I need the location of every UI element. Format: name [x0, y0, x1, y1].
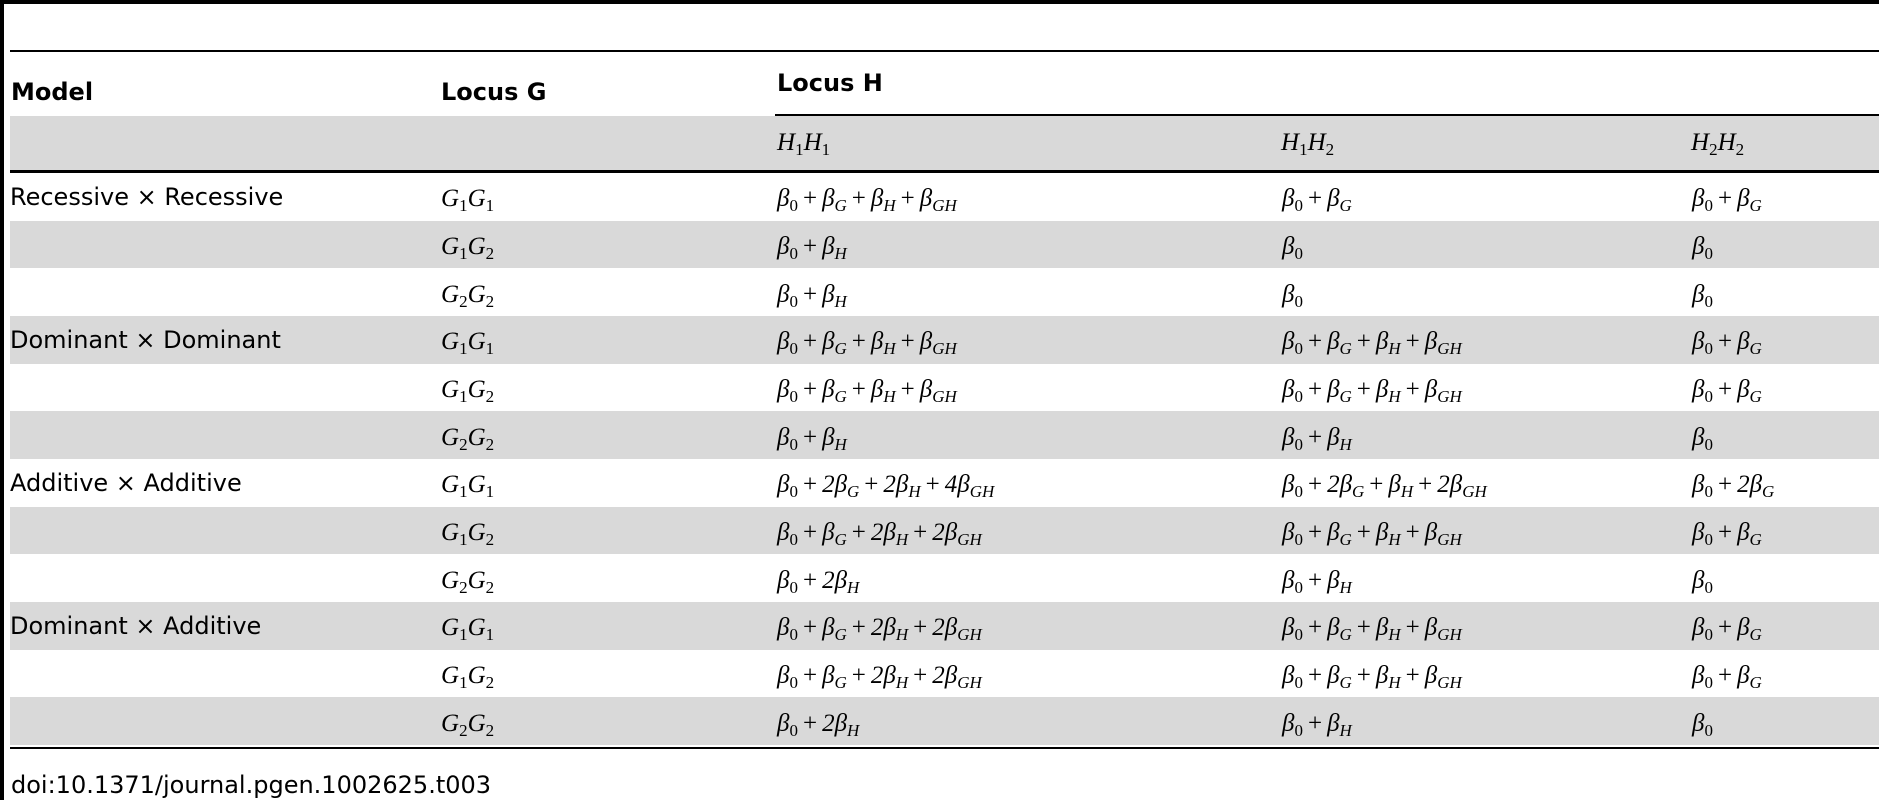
h1h1-cell-formula: $\beta_0 + \beta_G + 2\beta_H + 2\beta_{GH}$	[777, 518, 982, 549]
locus-g-cell-formula: $G_2G_2$	[441, 423, 495, 454]
table-row	[10, 316, 1879, 364]
table-row	[10, 554, 1879, 602]
h2h2-cell-formula: $\beta_0 + \beta_G$	[1692, 661, 1762, 692]
model-cell: Dominant × Additive	[10, 602, 441, 650]
locus-g-cell-formula: $G_2G_2$	[441, 709, 495, 740]
table-row	[10, 173, 1879, 221]
h1h1-cell	[777, 221, 1282, 269]
h1h1-cell	[777, 364, 1282, 412]
locus-g-cell	[441, 697, 777, 745]
table-row	[10, 221, 1879, 269]
h1h2-cell-formula: $\beta_0 + \beta_G + \beta_H + \beta_{GH}$	[1282, 518, 1462, 549]
h1h2-cell	[1282, 316, 1692, 364]
table-bottom-rule	[10, 747, 1879, 749]
h2h2-cell-formula: $\beta_0$	[1692, 232, 1713, 263]
h1h2-cell-formula: $\beta_0 + \beta_G + \beta_H + \beta_{GH}$	[1282, 328, 1462, 359]
locus-g-cell	[441, 364, 777, 412]
locus-g-cell	[441, 459, 777, 507]
h2h2-cell	[1692, 650, 1879, 698]
h1h2-cell	[1282, 221, 1692, 269]
locus-g-cell	[441, 173, 777, 221]
model-cell: Dominant × Dominant	[10, 316, 441, 364]
table-top-rule	[10, 50, 1879, 52]
h1h1-cell	[777, 650, 1282, 698]
header-model: Model	[11, 78, 94, 106]
h2h2-cell	[1692, 459, 1879, 507]
locus-g-cell-formula: $G_1G_2$	[441, 661, 495, 692]
h1h1-cell	[777, 173, 1282, 221]
h1h1-cell-formula: $\beta_0 + \beta_G + 2\beta_H + 2\beta_{GH}$	[777, 661, 982, 692]
locus-g-cell-formula: $G_1G_1$	[441, 471, 495, 502]
h1h2-cell-formula: $\beta_0 + \beta_H$	[1282, 566, 1352, 597]
h2h2-cell	[1692, 507, 1879, 555]
h2h2-cell	[1692, 364, 1879, 412]
h1h1-cell	[777, 459, 1282, 507]
header-locus-g: Locus G	[441, 78, 547, 106]
h1h1-cell	[777, 507, 1282, 555]
locus-g-cell-formula: $G_1G_1$	[441, 185, 495, 216]
header-h1h2: $H_1H_2$	[1281, 129, 1335, 159]
locus-g-cell-formula: $G_1G_2$	[441, 375, 495, 406]
model-cell	[10, 411, 441, 459]
h2h2-cell-formula: $\beta_0 + \beta_G$	[1692, 375, 1762, 406]
h1h2-cell-formula: $\beta_0$	[1282, 280, 1303, 311]
h1h1-cell-formula: $\beta_0 + \beta_H$	[777, 280, 847, 311]
table-row	[10, 364, 1879, 412]
h2h2-cell-formula: $\beta_0 + 2\beta_G$	[1692, 471, 1775, 502]
model-cell	[10, 364, 441, 412]
h1h2-cell	[1282, 697, 1692, 745]
h1h1-cell	[777, 268, 1282, 316]
h1h1-cell-formula: $\beta_0 + \beta_G + \beta_H + \beta_{GH}$	[777, 375, 957, 406]
subheader-band	[10, 116, 1879, 170]
h2h2-cell-formula: $\beta_0$	[1692, 709, 1713, 740]
h1h1-cell	[777, 602, 1282, 650]
model-cell	[10, 697, 441, 745]
table-row	[10, 268, 1879, 316]
h1h1-cell	[777, 316, 1282, 364]
left-border	[0, 0, 4, 800]
locus-g-cell	[441, 554, 777, 602]
locus-g-cell-formula: $G_2G_2$	[441, 280, 495, 311]
h1h2-cell	[1282, 554, 1692, 602]
header-h1h1: $H_1H_1$	[777, 129, 831, 159]
h1h2-cell	[1282, 364, 1692, 412]
model-cell	[10, 507, 441, 555]
h1h2-cell	[1282, 268, 1692, 316]
model-cell	[10, 268, 441, 316]
model-cell	[10, 554, 441, 602]
h2h2-cell-formula: $\beta_0 + \beta_G$	[1692, 185, 1762, 216]
h2h2-cell-formula: $\beta_0 + \beta_G$	[1692, 614, 1762, 645]
h1h2-cell-formula: $\beta_0 + \beta_G + \beta_H + \beta_{GH}$	[1282, 375, 1462, 406]
locus-g-cell	[441, 268, 777, 316]
h2h2-cell	[1692, 268, 1879, 316]
h1h1-cell	[777, 697, 1282, 745]
h2h2-cell	[1692, 602, 1879, 650]
h1h2-cell-formula: $\beta_0 + \beta_G + \beta_H + \beta_{GH}$	[1282, 661, 1462, 692]
h1h2-cell	[1282, 602, 1692, 650]
h1h2-cell-formula: $\beta_0 + \beta_G$	[1282, 185, 1352, 216]
locus-g-cell-formula: $G_1G_1$	[441, 328, 495, 359]
table-row	[10, 459, 1879, 507]
table-row	[10, 411, 1879, 459]
top-border	[0, 0, 1879, 4]
h1h1-cell-formula: $\beta_0 + \beta_G + \beta_H + \beta_{GH}$	[777, 185, 957, 216]
h2h2-cell	[1692, 173, 1879, 221]
locus-g-cell-formula: $G_1G_2$	[441, 518, 495, 549]
table-row	[10, 507, 1879, 555]
h1h2-cell	[1282, 650, 1692, 698]
locus-g-cell-formula: $G_1G_1$	[441, 614, 495, 645]
locus-g-cell	[441, 602, 777, 650]
h1h2-cell	[1282, 411, 1692, 459]
locus-g-cell	[441, 411, 777, 459]
h1h2-cell-formula: $\beta_0 + \beta_G + \beta_H + \beta_{GH}$	[1282, 614, 1462, 645]
model-cell: Recessive × Recessive	[10, 182, 284, 211]
locus-g-cell-formula: $G_1G_2$	[441, 232, 495, 263]
header-h2h2: $H_2H_2$	[1691, 129, 1745, 159]
h2h2-cell	[1692, 554, 1879, 602]
h1h1-cell	[777, 411, 1282, 459]
model-cell	[10, 650, 441, 698]
h1h1-cell-formula: $\beta_0 + \beta_H$	[777, 232, 847, 263]
h2h2-cell	[1692, 697, 1879, 745]
table-row	[10, 650, 1879, 698]
h2h2-cell-formula: $\beta_0 + \beta_G$	[1692, 518, 1762, 549]
h1h2-cell-formula: $\beta_0 + \beta_H$	[1282, 709, 1352, 740]
h1h1-cell-formula: $\beta_0 + 2\beta_H$	[777, 709, 860, 740]
model-table	[10, 173, 1879, 745]
h2h2-cell-formula: $\beta_0 + \beta_G$	[1692, 328, 1762, 359]
h2h2-cell-formula: $\beta_0$	[1692, 566, 1713, 597]
h1h2-cell-formula: $\beta_0 + 2\beta_G + \beta_H + 2\beta_{GH}$	[1282, 471, 1487, 502]
h1h1-cell-formula: $\beta_0 + 2\beta_G + 2\beta_H + 4\beta_{GH}$	[777, 471, 995, 502]
h2h2-cell	[1692, 316, 1879, 364]
h2h2-cell	[1692, 411, 1879, 459]
table-row	[10, 602, 1879, 650]
h1h1-cell-formula: $\beta_0 + 2\beta_H$	[777, 566, 860, 597]
model-cell: Additive × Additive	[10, 468, 242, 497]
doi-caption: doi:10.1371/journal.pgen.1002625.t003	[11, 771, 492, 799]
h2h2-cell	[1692, 221, 1879, 269]
h1h2-cell	[1282, 173, 1692, 221]
h2h2-cell-formula: $\beta_0$	[1692, 280, 1713, 311]
h1h2-cell-formula: $\beta_0$	[1282, 232, 1303, 263]
h2h2-cell-formula: $\beta_0$	[1692, 423, 1713, 454]
h1h1-cell-formula: $\beta_0 + \beta_G + \beta_H + \beta_{GH}$	[777, 328, 957, 359]
h1h2-cell	[1282, 507, 1692, 555]
locus-g-cell-formula: $G_2G_2$	[441, 566, 495, 597]
locus-g-cell	[441, 650, 777, 698]
h1h2-cell-formula: $\beta_0 + \beta_H$	[1282, 423, 1352, 454]
h1h1-cell-formula: $\beta_0 + \beta_G + 2\beta_H + 2\beta_{GH}$	[777, 614, 982, 645]
h1h2-cell	[1282, 459, 1692, 507]
h1h1-cell-formula: $\beta_0 + \beta_H$	[777, 423, 847, 454]
locus-g-cell	[441, 507, 777, 555]
model-cell	[10, 221, 441, 269]
header-locus-h: Locus H	[777, 69, 883, 97]
h1h1-cell	[777, 554, 1282, 602]
locus-g-cell	[441, 221, 777, 269]
table-row	[10, 697, 1879, 745]
locus-g-cell	[441, 316, 777, 364]
